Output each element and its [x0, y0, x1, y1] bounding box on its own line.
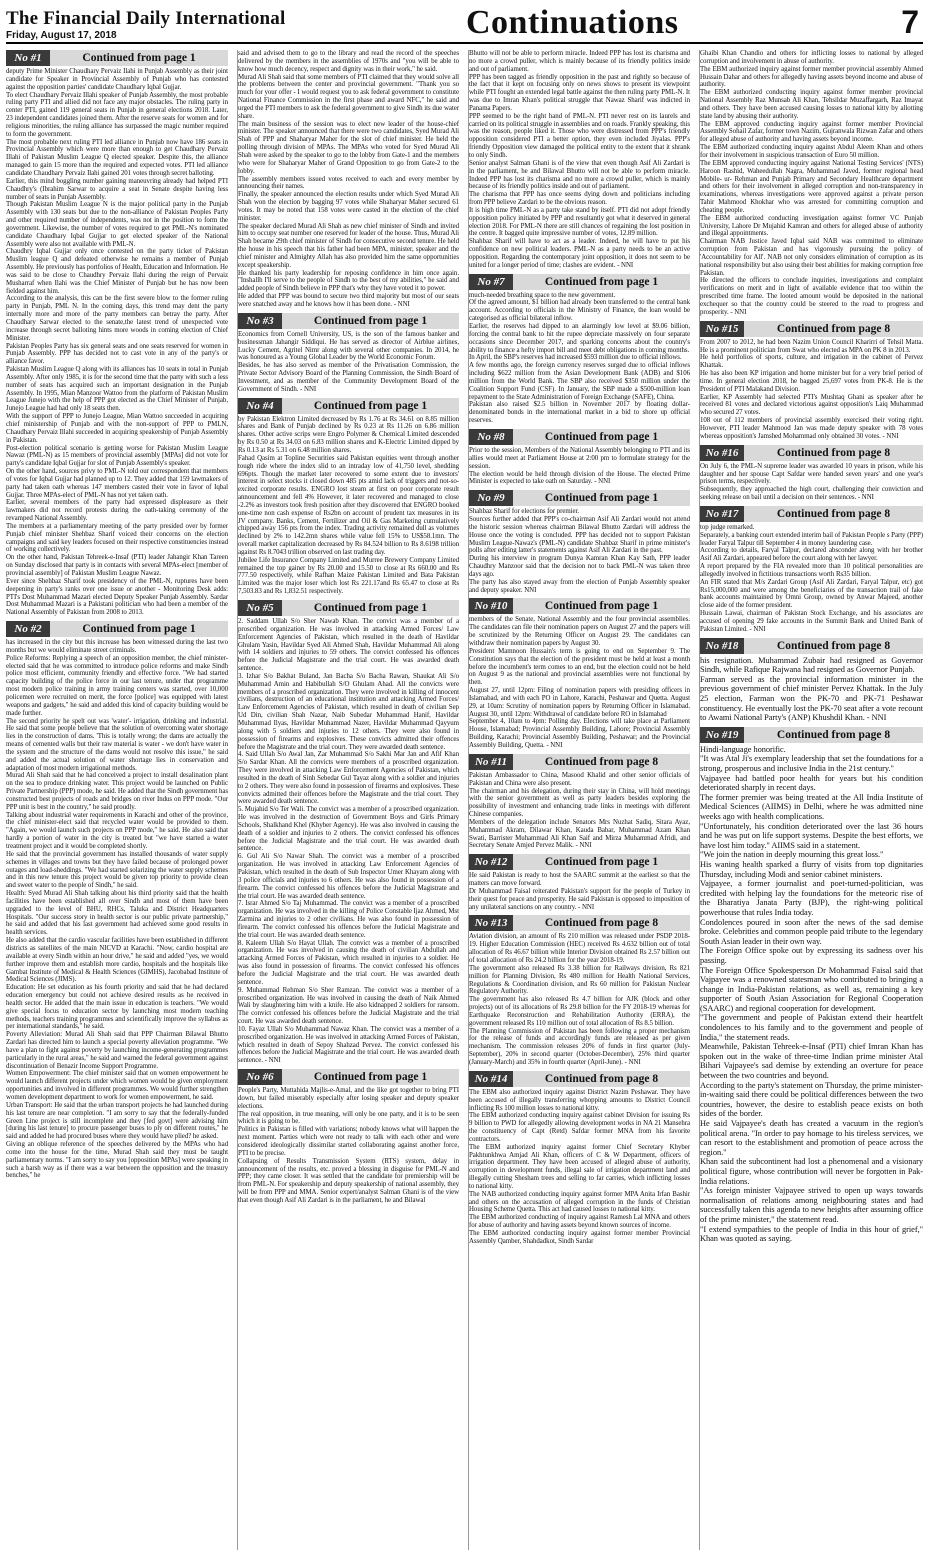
continued-from-label: Continued from page 8: [544, 917, 659, 930]
continued-from-label: Continued from page 8: [776, 639, 891, 652]
continued-from-label: Continued from page 1: [544, 275, 659, 288]
story-number: No #13: [469, 915, 513, 931]
continuation-header: [469, 1071, 690, 1087]
continuation-header: [700, 445, 923, 461]
story-number: No #17: [700, 506, 744, 522]
continuation-block: [469, 490, 690, 594]
continued-from-label: Continued from page 8: [544, 1072, 659, 1085]
continuation-header: [6, 621, 228, 637]
story-number: No #14: [469, 1071, 513, 1087]
continuation-header: [469, 490, 690, 506]
story-number: No #16: [700, 445, 744, 461]
page-number: 7: [901, 4, 919, 40]
continuation-block: [700, 50, 923, 317]
story-text: members of the Senate, National Assembly and the four provincial assemblies. The candidates can file their nomination papers on August 27 and the papers will be scrutinized by the Returning Officer on August 29. The candidates can withdraw their nomination papers by August 30. President Mamnoon Hussain's term is going to end on September 9. The Constitution says that the election of the president must be held at least a month before the incumbent's term comes to an end, but the election could not be held on August 9 as the national and provincial assemblies were not functional by then. August 27, until 12pm: Filing of nomination papers with presiding officers in Islamabad, and with each PO in Lahore, Karachi, Peshawar and Quetta. August 29, at 10am: Scrutiny of nomination papers by Returning Officer in Islamabad. August 30, until 12pm: Withdrawal of candidate before RO in Islamabad September 4, 10am to 4pm: Polling day. Elections will take place at Parliament House, Islamabad; Provincial Assembly Building, Lahore; Provincial Assembly Building, Karachi; Provincial Assembly Building, Peshawar; and the Provincial Assembly Building, Quetta. - NNI: [469, 616, 690, 749]
story-number: No #10: [469, 598, 513, 614]
story-number: No #6: [238, 1069, 282, 1085]
story-number: No #5: [238, 600, 282, 616]
continuation-header: [469, 915, 690, 931]
continuation-header: [469, 754, 690, 770]
story-text: From 2007 to 2012, he had been Nazim Union Council Kharirri of Tehsil Matta. He is a prominent politician from Swat who elected as MPA on PK 8 in 2013. He held portfolios of sports, culture, and irrigation in the cabinet of Pervez Khattak. He has also been KP irrigation and home minister but for a very brief period of time. In general election 2018, he bagged 25,697 votes from PK-8. He is the President of PTI Malakand Division. Earlier, KP Assembly had selected PTI's Mushtaq Ghani as speaker after he received 81 votes and declared victorious against opposition's Laiq Muhammad who secured 27 votes. 108 out of 112 members of provincial assembly exercised their voting right. However, PTI leader Mahmood Jan was made deputy speaker with 78 votes whereas opposition's Jamshed Mohammad only obtained 30 votes. - NNI: [700, 338, 923, 440]
continued-from-label: Continued from page 8: [544, 755, 659, 768]
continuation-header: [469, 598, 690, 614]
continuation-block: [469, 50, 690, 270]
continued-from-label: Continued from page 1: [544, 600, 659, 613]
continuation-block: [469, 429, 690, 486]
continuation-header: [700, 321, 923, 337]
continuation-header: [238, 600, 459, 616]
continued-from-label: Continued from page 1: [313, 602, 428, 614]
continuation-block: [238, 1069, 459, 1205]
story-text: has increased in the city but this increase has been witnessed during the last two months but we would eliminate street criminals. Police Reforms: Replying a speech of an opposition member, the chief minister-elected said that he was committed to introduce police reforms and make Sindh police most efficient, community friendly and effective force. "We had started capacity building of the police force in our last tenure, under that programme most modern police training in army training centers was started, over 10,000 policemen were recruited on merit, the force [police] was equipped with latest weapons and gadgets," he said and added this kind of capacity building would be made further. The second priority he spelt out was 'water'- irrigation, drinking and industrial. He said that some people believe that the solution of overcoming water shortage lies in the construction of dams. 'This is totally wrong; the dams are actually the means of cemented walls but their raw material is water - we don't have water in the system and the structure of the dams would not resolve this issue," he said and added the actual solution of water shortage lies in conservation and adaptation of most modern irrigational methods. Murad Ali Shah said that he had conceived a project to install desalination plant on the sea to produce drinking water. This project would be launched on Public Private Partnership (PPP) mode, he said. He added that the Sindh government has constructed best projects of roads and bridges on river Indus on PPP mode. "Our PPP unit is best in the country," he said proudly. Talking about industrial water requirements in Karachi and other of the province, the chief minister-elect said that recycled water would be provided to them. "Again, we would launch such projects on PPP mode," he said. He also said that hardly a portion of water in the city is treated but "we have started a water treatment project and it would be completed shortly. He said that the provincial government has installed thousands of water supply schemes in villages and towns but they have failed because of prolonged power outages and load-sheddings. "We had started solarizing the water supply schemes and in this new tenure this project would be given top priority to provide clean and sweet water to the people of Sindh," he said. Health: Syed Murad Ali Shah talking about his third priority said that the health facilities have been established all over Sindh and most of them have been upgraded to the level of BHU, RHCs, Taluka and District Headquarters Hospitals. "Our success story in health sector is our public private partnership," he said and added that his last government had achieved some good results in health services. He also added that the cardio vascular facilities have been established in different districts as satellites of the main NICVD at Karachi. "Now, cardio hospital are available at every Sindh within an hour drive," he said and added "yes, we would further improve them and establish more cardio, hospitals and the hospitals like Gambat Institute of Medical & Health Sciences (GIMHS), Jacobabad Institute of Medical Sciences (JIMS). Education: He set education as his fourth priority and said that he had declared education emergency but could not achieve desired results as he received in health sector. He added that the main issue in education is teachers. "We would give special focus to education sector by launching most modern teaching methods, teachers training programmes and scientifically improve the syllabus as per international standards," he said. Poverty Alleviation: Murad Ali Shah said that PPP Chairman Bilawal Bhutto Zardari has directed him to launch a special poverty alleviation programme. "We have a plan to fight against poverty by launching income-generating programmes particularly in the rural areas," he said and warned the federal government against discontinuation of Benazir Income Support Programme. Women Empowerment: The chief minister said that on women empowerment he would launch different projects under which women would be given employment opportunities and involved in different programmes. We would further strengthen women development department to work for women empowerment, he said. Urban Transport: He said that the urban transport projects he had launched during his last tenure are near completion. "I am sorry to say that the federally-funded Green Line project is still incomplete and they [fed govt] were advising him [during his last tenure] to procure passenger buses to ply on different routes," he said and added he had procured buses where they would have plied? he asked. Giving an oblique reference of the speeches delivered by the MPAs who had come into the house for the time, Murad Shah said they must be taught parliamentary norms. "I am sorry to say you [opposition MPAs] were speaking in such a harsh way as if there was a war between the opposition and the treasury benches," he: [6, 639, 228, 1180]
continuation-header: [469, 854, 690, 870]
story-text: Prior to the session, Members of the National Assembly belonging to PTI and its allies would meet at Parliament House at 2:00 pm to formulate strategy for the session. The election would be held through division of the House. The elected Prime Minister is expected to take oath on Saturday. - NNI: [469, 446, 690, 486]
continuation-block: [238, 313, 459, 394]
continued-from-label: Continued from page 1: [544, 492, 659, 505]
continuation-block: [469, 1071, 690, 1246]
continuation-header: [469, 429, 690, 445]
story-text: Aviation division, an amount of Rs 210 million was released under PSDP 2018-19. Higher Education Commission (HEC) received Rs 4.632 billion out of total allocation of Rs 46.67 billion while Interior Division obtained Rs 2.57 billion out of total allocation of Rs 24.2 billion for the year 2018-19. The government also released Rs 3.38 billion for Railways division, Rs 821 million for Planning Division, Rs 480 million for Health National Services, Regulations & Coordination division, and Rs 60 million for Pakistan Nuclear Regulatory Authority. The government has also released Rs 4.7 billion for AJK (block and other projects) out of its allocations of Rs 29.8 billion for the FY 2018-19 whereas for Earthquake Reconstruction and Rehabilitation Authority (ERRA), the government released Rs 110 million out of total allocation of Rs 8.5 billion. The Planning Commission of Pakistan has been following a proper mechanism for the release of funds and accordingly funds are released as per given mechanism. The commission releases 20% of funds in first quarter (July-September), 20% in second quarter (October-December), 25% third quarter (January-March) and 35% in fourth quarter (April-June). - NNI: [469, 933, 690, 1066]
story-number: No #19: [700, 727, 744, 743]
continuation-header: [238, 1069, 459, 1085]
column-2: [237, 50, 459, 1550]
continued-from-label: Continued from page 1: [313, 1071, 428, 1084]
story-number: No #18: [700, 638, 744, 654]
story-text: Shahbaz Sharif for elections for premier. Sources further added that PPP's co-chairman Asif Ali Zardari would not attend the historic session whereas chairman Bilawal Bhutto Zardari will address the House once the voting is concluded. PPP has decided not to support Pakistan Muslim League-Nawaz's (PML-N) candidate Shahbaz Sharif in prime minister's polls after editing latter's statements against Asif Ali Zardari in the past. During his interview in program Dunya Kamran Khan Kay Sath, PPP leader Chaudhry Manzoor said that the decision not to back PML-N was taken three days ago. The party has also stayed away from the election of Punjab Assembly speaker and deputy speaker. NNI: [469, 508, 690, 594]
column-3: [468, 50, 690, 1550]
story-text: He said Pakistan is ready to host the SAARC summit at the earliest so that the matters can move forward. Dr Muhammad Faisal reiterated Pakistan's support for the people of Turkey in their quest for peace and prosperity. He said Pakistan is opposed to imposition of any unilateral sanctions on any country. - NNI: [469, 872, 690, 911]
continuation-block: [700, 321, 923, 441]
continuation-block: [238, 398, 459, 596]
story-text: Hindi-language honorific. "It was Atal Ji's exemplary leadership that set the foundations for a strong, prosperous and inclusive India in the 21st century." Vajpayee had battled poor health for years but his condition deteriorated sharply in recent days. The former premier was being treated at the All India Institute of Medical Sciences (AIIMS) in Delhi, where he was admitted nine weeks ago with health complications. "Unfortunately, his condition deteriorated over the last 36 hours and he was put on life support systems. Despite the best efforts, we have lost him today." AIIMS said in a statement. "We join the nation in deeply mourning this great loss." His waning health sparked a flurry of visits from top dignitaries Thursday, including Modi and senior cabinet ministers. Vajpayee, a former journalist and poet-turned-politician, was credited with helping lay the foundations for the meteoric rise of the Bharatiya Janata Party (BJP), the right-wing political powerhouse that rules India today. Condolences poured in soon after the news of the sad demise broke. Celebrities and common people paid tribute to the legendary South Asian leader in their own way. The Foreign Office spoke out by expressing its sadness over his passing. The Foreign Office Spokesperson Dr Mohammad Faisal said that Vajpayee was a renowned statesman who contributed to bringing a change in India-Pakistan relations, as well as, remaining a key supporter of South Asian Association for Regional Cooperation (SAARC) and regional cooperation for development. "The government and people of Pakistan extend their heartfelt condolences to his family and to the government and people of India," the statement reads. Meanwhile, Pakistan Tehreek-e-Insaf (PTI) chief Imran Khan has spoken out in the wake of three-time Indian prime minister Atal Bihari Vajpayee's sad demise by extending an overture for peace between the two countries and beyond. According to the party's statement on Thursday, the prime minister-in-waiting said there could be political differences between the two countries, however, the desire to establish peace exists on both sides of the border. He said Vajpayee's death has created a vacuum in the region's political arena. "In order to pay homage to his tireless services, we can resort to the establishment and promotion of peace across the region." Khan said the subcontinent had lost a phenomenal and a visionary political figure, whose contribution will never be forgotten in Pak-India relations. "As foreign minister Vajpayee strived to open up ways towards normalisation of relations among neighbouring states and had successfully taken this agenda to new heights after assuming office of the prime minister," the statement read. "I extend sympathies to the people of India in this hour of grief," Khan was quoted as saying.: [700, 744, 923, 1244]
continuation-block: [469, 854, 690, 911]
issue-date: Friday, August 17, 2018: [6, 30, 117, 41]
continuation-block: [700, 638, 923, 723]
continuation-block: [238, 50, 459, 309]
continuation-header: [469, 274, 690, 290]
continued-from-label: Continued from page 1: [313, 314, 428, 327]
story-text: Economics from Cornell University, US, is the son of the famous banker and businessman Jahangir Siddiqui. He has served as director of Airblue airlines, Lucky Cement, Agritel Nimr along with several other companies. In 2014, he was honoured as a Young Global Leader by the World Economic Forum. Besides, he has also served as member of the Privatisation Commission, the Private Sector Advisory Board of the Planning Commission, the Sindh Board of Investment, and as member of the Community Development Board of the Government of Sindh. - NNI: [238, 330, 459, 393]
continuation-block: [6, 50, 228, 617]
story-text: by Pakistan Elektron Limited decreased by Rs 1.76 at Rs 34.61 on 8.85 million shares and Bank of Punjab declined by Rs 0.23 at Rs 11.26 on 6.86 million shares. Other active scrips were Engro Polymer & Chemical Limited descended by Rs 0.50 at Rs 34.03 on 6.83 million shares and K-Electric Limited dipped by Rs 0.13 at Rs 5.31 on 6.48 million shares. Fahad Qasim at Topline Securities said Pakistan equities went through another tough ride where the index slid to an intraday low of 41,750 level, shedding 696pts. Though the market later recovered to some extent due to investors' interest in select stocks it closed down 485 pts amid lack of triggers and not-so-excited corporate results. ENGRO lost steam at first on poor corporate result announcement and fell 4% However, it later recovered and managed to close -2.2% as investors took fresh position after they discovered that ENGRO booked one-time non cash expense of Rs2bn on account of prudent tax measures in its JV company. Banks, Cement, Fertilizer and Oil & Gas Marketing cumulatively chipped away 156 pts from the index. Trading activity remained dull as volumes declined by 2% to 142.2mn shares while value fell 15% to US$58.1mn. The overall market capitalization decreased by Rs 84.524 billion to Rs 8.6198 trillion against Rs 8.7043 trillion observed on last trading day. Jubilee Life Insurance Company Limited and Murree Brewery Company Limited remained the top gainer by Rs 20.00 and 15.50 to close at Rs 660.00 and Rs 777.50 respectively, while Rafhan Maize Pakistan Limited and Bata Pakistan Limited was the major loser which lost Rs 221.17and Rs 65.47 to close at Rs 7,503.83 and Rs 1,832.51 respectively.: [238, 415, 459, 596]
continuation-block: [469, 754, 690, 850]
continuation-block: [700, 506, 923, 634]
story-text: The EBM also authorized inquiry against District Nazim Peshawar. They have been accused of illegally transferring whopping amounts to District Council inflicting Rs 100 million losses to national kitty. The EBM authorized conducting inquiry against cabinet Division for issuing Rs 9 billion to PWD for allegedly allowing development works in NA 21 Mansehra the constituency of Capt (Retd) Safdar former MNA from his favorite contractors. The EBM authorized inquiry against former Chief Secretary Khyber Pakhtunkhwa Amjad Ali Khan, officers of C & W Department, officers of irrigation department. They have been accused of alleged abuse of authority, corruption in development funds, illegal sale of irrigation department land and illegally cutting Shesham trees and selling to far carries, which inflicting losses to national kitty. The NAB authorized conducting inquiry against former MPA Anita Irfan Bashir and others on the accusation of alleged corruption in the funds of Christian Housing Scheme Quetta. This act had caused losses to national kitty. The EBM authorized conducting of inquiry against Ramesh Lal MNA and others for abuse of authority and having assets beyond known sources of income. The EBM authorized conducting inquiry against former member Provincial Assembly Qamber, Shahdadkot, Sindh Sardar: [469, 1088, 690, 1245]
continuation-block: [700, 445, 923, 502]
continuation-block: [469, 915, 690, 1066]
story-text: Pakistan Ambassador to China, Masood Khalid and other senior officials of Pakistan and China were also present. The chairman and his delegation, during their stay in China, will hold meetings with the senior government as well as party leaders besides exploring the possibility of investment and enhancing trade links in meetings with different Chinese companies. Members of the delegation include Senators Mrs Nuzhat Sadiq, Sitara Ayaz, Muhammad Akram, Dilawar Khan, Kauda Babar, Muhammad Azam Khan Swati, Barrister Muhammad Ali Khan Saif and Mirza Muhammad Afridi, and Secretary Senate Amjed Pervez Malik. - NNI: [469, 771, 690, 850]
story-text: much-needed breathing space to the new government. Of the agreed amount, $1 billion had already been transferred to the central bank account. According to officials in the Ministry of Finance, the loan would be categorised as official bilateral inflow. Earlier, the reserves had dipped to an alarmingly low level at $9.06 billion, forcing the central bank to hit the rupee depreciate massively on four separate occasions since December 2017, and sparking concerns about the country's ability to finance a hefty import bill and meet debt obligations in coming months. In April, the SBP's reserves had increased $593 million due to official inflows. A few months ago, the foreign currency reserves surged due to official inflows including $622 million from the Asian Development Bank (ADB) and $106 million from the World Bank. The SBP also received $350 million under the Coalition Support Fund (CSF). In January, the SBP made a $500-million loan repayment to the State Administration of Foreign Exchange (SAFE), China. Pakistan also raised $2.5 billion in November 2017 by floating dollar-denominated bonds in the international market in a bid to shore up official reserves.: [469, 291, 690, 425]
masthead: [6, 4, 923, 44]
story-text: top judge remarked. Separately, a banking court extended interim bail of Pakistan People s Party (PPP) leader Faryal Talpur till September 4 in money laundering case. According to details, Faryal Talpur, declared absconder along with her brother Asif Ali Zardari, appeared before the court along with her lawyer. A report prepared by the FIA revealed more than 10 political personalities are allegedly involved in fictitious transactions worth Rs35 billion. An FIR stated that M/s Zardari Group (Asif Ali Zardari, Faryal Talpur, etc) got Rs15,000,000 and were among the beneficiaries of the transaction trail of fake bank accounts maintained by Omni Group, owned by Anwar Majeed, another close aide of the former president. Hussain Lawai, chairman of Pakistan Stock Exchange, and his associates are accused of opening 29 fake accounts in the Summit Bank and United Bank of Pakistan Limited. - NNI: [700, 523, 923, 633]
column-4: [699, 50, 923, 1550]
story-number: No #2: [6, 621, 50, 637]
continuation-header: [700, 727, 923, 743]
story-number: No #15: [700, 321, 744, 337]
continuation-block: [700, 727, 923, 1244]
column-1: [6, 50, 228, 1550]
story-number: No #1: [6, 50, 50, 66]
continued-from-label: Continued from page 1: [82, 52, 196, 64]
story-text: Bhutto will not be able to perform miracle. Indeed PPP has lost its charisma and no more a crowd puller, which is mainly because of its friendly politics inside and out of parliament. PPP has been tagged as friendly opposition in the past and rightly so because of the fact that it kept on focusing only on news shows to present its viewpoint while PTI fought an extended legal battle against the then ruling party PML-N. It was due to Imran Khan's political struggle that Nawaz Sharif was indicted in Panama Papers. PPP seemed to be the right hand of PML-N. PTI never rest on its laurels and carried on its political struggle in assemblies and on roads. Frankly speaking, this was the reason, people liked it. Those who were distressed from PPP's friendly opposition considered PTI a better option, they even included Jiyalas. PPP's friendly Opposition view damaged the political entity to the extent that it shrank to only Sindh. Senior analyst Salman Ghani is of the view that even though Asif Ali Zardari is in the parliament, he and Bilawal Bhutto will not be able to perform miracle. Indeed PPP has lost its charisma and no more a crowd puller, which is mainly because of its friendly politics inside and out of parliament. The charisma that PPP has once seems dying down and politicians including from PPP believe Zardari to be the obvious reason. It is high time PML-N as a party take stand by itself. PTI did not adopt friendly opposition policy initiated by PPP and resultantly got what it deserved in general election 2018. For PML-N there are still chances of regaining the lost position in the centre. It bagged quite impressive number of votes, 12.89 million. Shahbaz Sharif will have to act as a leader. Indeed, he will have to put his confidence on new political leaders. PML-N as a party needs to be an active opposition. Regarding the contemporary joint opposition, it does not seem to be united for a longer period of time; clashes are evident. - NNI: [469, 50, 690, 269]
continued-from-label: Continued from page 1: [544, 430, 659, 443]
newspaper-title: The Financial Daily International: [6, 8, 286, 29]
continuation-header: [700, 506, 923, 522]
story-text: his resignation. Muhammad Zubair had resigned as Governor Sindh, while Rafique Rajwana had resigned as Governor Punjab. Farman served as the provincial information minister in the previous government of chief minister Pervez Khattak. In the July 25 election, Farman won the PK-70 and PK-71 Peshawar constituency. He eventually lost the PK-70 seat after a vote recount to Awami National Party's (ANP) Khushdil Khan. - NNI: [700, 655, 923, 723]
continued-from-label: Continued from page 1: [82, 623, 196, 636]
story-number: No #12: [469, 854, 513, 870]
story-text: Ghaibi Khan Chandio and others for inflicting losses to national by alleged corruption and involvement in abuse of authority. The EBM authorized inquiry against former member provincial assembly Ahmed Hussain Dahar and others for allegedly having assets beyond income and abuse of authority. The EBM authorized conducting inquiry against former member provincial National Assembly Raz Munsab Ali Khan, Tehsildar Muzaffargarh, Raz Imayat and others. They have been accused causing losses to national kitty by allotting state land by abusing their authority. The EBM approved conducting inquiry against former member Provincial Assembly Sohail Zafar, former town Nazim, Gujranwala Rizwan Zafar and others for alleged abuse of authority and having assets beyond income. The EBM authorized conducting inquiry against Abdul Aleem Khan and others for their involvement in suspicious transaction of Euro 50 million. The EBM approved conducting inquiry against National Testing Services' (NTS) Haroon Rashid, Waheedullah Nagra, Muhammad Javed, former regional head Mobile- ur- Rehman and Punjab Primary and Secondary Healthcare department and others for their involvement in alleged corruption and non-transparency in examinations, whereas investigations were approved against a private person Tahir Mahmood Khokhar who was arrested for committing corruption and cheating people. The EBM authorized conducting investigation against former VC Punjab University, Lahore Dr Mujahid Kamran and others for alleged abuse of authority and illegal appointments. Chairman NAB Justice Javed Iqbal said NAB was committed to eliminate corruption from Pakistan and has vigorously pursuing the policy of 'Accountability for All'. NAB not only considers elimination of corruption as its national responsibility but also using their best abilities for making corruption free Pakistan. He directed the officers to conclude inquiries, investigations and complaint verifications on merit and in light of available evidence that too within the prescribed time frame. The looted amount would be deposited in the national exchequer so that the country could be steered to the road to progress and prosperity. - NNI: [700, 50, 923, 316]
continued-from-label: Continued from page 8: [776, 446, 891, 459]
continuation-header: [238, 313, 459, 329]
continued-from-label: Continued from page 1: [544, 856, 659, 869]
continuation-header: [6, 50, 228, 66]
section-title: Continuations: [466, 4, 679, 41]
story-text: 2. Saddam Ullah S/o Sher Nawab Khan. The convict was a member of a proscribed organization. He was involved in attacking Armed Forces/ Law Enforcement Agencies of Pakistan, which resulted in the death of Havildar Ghulam Yasin, Havildar Syed Ali Ahmed Shah, Havildar Muhammad Ali along with 14 soldiers and injuries to 59 others. The convict confessed his offences before the Judicial Magistrate and the trial court. He was awarded death sentence. 3. Izhar S/o Bakhat Buland, Jan Bacha S/o Bacha Rawan, Shaukat Ali S/o Muhammad Amin and Habibullah S/O Ghulam Ahad. All the convicts were members of a proscribed organization. They were involved in killing of innocent civilians, destruction of an educational institution and attacking Armed Forces/ Law Enforcement Agencies of Pakistan, which resulted in death of civilian Sep Ud Din, civilian Shah Nazar, Naib Subedar Muhammad Hanif, Havildar Muhammad Ilyas, Havildar Muhammad Nazer, Havildar Muhammad Qayyum along with 5 soldiers and injuries to 12 others. They were also found in possession of firearms and explosives. These convicts admitted their offences before the Magistrate and the trial court. They were awarded death sentence. 4. Said Ullah S/o Awal Jan, Zar Muhammad S/o Sakhi Mar Jan and Afif Khan S/o Sardar Khan. All the convicts were members of a proscribed organization. They were involved in attacking Law Enforcement Agencies of Pakistan, which resulted in the death of Sinh Sebedar Gul Tayaz along with a soldier and injuries to 2 others. They were also found in possession of firearms and explosives. These convicts admitted their offences before the Magistrate and the trial court. They were awarded death sentence. 5. Mujahid S/o Ter Wali. The convict was a member of a proscribed organization. He was involved in the destruction of Government Boys and Girls Primary Schools, Shalkhand Khel (Khyber Agency). He was also involved in causing the death of a soldier and injuries to 2 others. The convict confessed his offences before the Judicial Magistrate and the trial court. He was awarded death sentence. 6. Gul Ali S/o Nawar Shah. The convict was a member of a proscribed organization. He was involved in attacking Law Enforcement Agencies of Pakistan, which resulted in the death of Sub Inspector Umer Khayam along with 3 police officials and injuries to 6 others. He was also found in possession of a firearm. The convict confessed his offences before the Judicial Magistrate and the trial court. He was awarded death sentence. 7. Israr Ahmed S/o Taj Muhammad. The convict was a member of a proscribed organization. He was involved in the killing of Police Constable Ijaz Ahmed, Mst Zarmina and injuries to 2 other civilians. He was also found in possession of firearm. The convict confessed his offences before the Judicial Magistrate and the trial court. He was awarded death sentence. 8. Kaleem Ullah S/o Hayat Ullah. The convict was a member of a proscribed organization. He was involved in causing the death of civilian Abdullah and attacking Armed Forces of Pakistan, which resulted in injuries to a soldier. He was also found in possession of firearms. The convict confessed his offences before the Judicial Magistrate and the trial court. He was awarded death sentence. 9. Muhammad Rehman S/o Sher Ramzan. The convict was a member of a proscribed organization. He was involved in causing the death of Naik Ahmed Wali by slaughtering him with a knife. He also kidnapped 2 soldiers for ransom. The convict confessed his offences before the Judicial Magistrate and the trial court. He was awarded death sentence. 10. Fayaz Ullah S/o Muhammad Nawaz Khan. The convict was a member of a proscribed organization. He was involved in attacking Armed Forces of Pakistan, which resulted in death of Sepoy Shahzad Pervez. The convict confessed his offences before the Judicial Magistrate and the trial court. He was awarded death sentence. - NNI: [238, 618, 459, 1065]
continuation-block: [469, 274, 690, 425]
continued-from-label: Continued from page 1: [313, 399, 428, 412]
story-number: No #8: [469, 429, 513, 445]
story-number: No #4: [238, 398, 282, 414]
story-number: No #7: [469, 274, 513, 290]
story-text: said and advised them to go to the library and read the record of the speeches delivered by the members in the assemblies of 1970s and "you will be able to know how much decency, respect and dignity was in their work," he said. Murad Ali Shah said that some members of PTI claimed that they would solve all the problems between the center and provincial government. "Thank you so much for your offer - I would request you to ask federal government to constitute National Finance Commission in the first phase and award NFC," he said and urged the PTI members to ask the federal government to give Sindh its due water share. The main business of the session was to elect new leader of the house-chief minister. The speaker announced that there were two candidates, Syed Murad Ali Shah of PPP and Shaharyar Maher for the slot of chief minister. He held the polling through division of MPAs. The MPAs who voted for Syed Murad Ali Shah were asked by the speaker to go to the lobby from Gate-1 and the members who were for Shaharyar Maher of Grand Opposition to go from Gate-2 to the lobby. The assembly members issued votes received to each and every member by announcing their names. Finally, the speaker announced the election results under which Syed Murad Ali Shah won the election by bagging 97 votes while Shaharyar Maher secured 61 votes. It may be noted that 158 votes were casted in the election of the chief minister. The speaker declared Murad Ali Shah as new chief minister of Sindh and invited him to occupy seat number one reserved for leader of the house. Thus, Murad Ali Shah became 29th chief minister of Sindh for consecutive second tenure. He held the house in his speech that his father had been MPA, minister, speaker and the chief minister and Almighty Allah has also provided him the same opportunities except speakership. He thanked his party leadership for reposing confidence in him once again. "Inshallh I'll serve to the people of Sindh to the best of my abilities," he said and added people of Sindh believe in PPP that's why they have voted it to power. He added that PPP was bound to secure two third majority but most of our seats were snatched away and he knows how it has been done. - NNI: [238, 50, 459, 308]
story-number: No #11: [469, 754, 513, 770]
continuation-header: [700, 638, 923, 654]
story-number: No #3: [238, 313, 282, 329]
continuation-header: [238, 398, 459, 414]
story-text: deputy Prime Minister Chaudhary Pervaiz Ilahi in Punjab Assembly as their joint candidate for Speaker in Provincial Assembly of Punjab who has contested against the opposition parties' candidate Chaudhary Iqbal Gujjar. To elect Chaudhary Pervaiz Illahi speaker of Punjab Assembly, the most probable ruling party PTI and allied did not face any major obstacles. The ruling party in center PTI, gained 119 general seats in Punjab in general elections 2018. Later, 23 independent candidates joined them. After the reserve seats for women and for religious minorities, the ruling alliance has surpassed the magic number required to form the government. The most probable next ruling PTI led alliance in Punjab now have 186 seats in Provincial Assembly which were more than enough to get Chaudhary Pervaiz Illahi of Pakistan Muslim League Q elected speaker. Despite this, the alliance managed to gain 15 more than the required and expected votes. PTI led alliance candidate Chaudhary Pervaiz Ilahi gained 201 votes through secret balloting. Earlier, this mind boggling number gaining maneuvring already had helped PTI Chaudhry's (Ibrahim Sarwar to acquire a seat in Senate despite having less number of seats in Punjab Assembly. Though Pakistan Muslim League N is the major political party in the Punjab Assembly with 130 seats but due to the non-alliance of Pakistan Peoples Party and other required number of independents, was not in the position to form the government. Likewise, the number of votes required to get PML-N's nominated candidate Chaudhary Iqbal Gujjar to get elected speaker of the National Assembly were also not available with PML-N. Chaudhry Iqbal Gujjar only once contested on the party ticket of Pakistan Muslim league Q and defeated otherwise he remains a member of Punjab Assembly. He previously has portfolios of Health, Education and Information. He was said to be close to Chaudhry Pervaiz Ilahi during the reign of Pervaiz Musharraf when Ilahi was the Chief Minister of Punjab but he has now been fielded against him. According to the analysis, this can be the first severe blow to the former ruling party in Punjab, PML N. In the coming days, this trend may dent the party internally more and more of the party members can betray the party. After Chaudhary Sarwar elected to the senate,the latest trend of unexpected vote increase through secret balloting hints more woods in coming election of Chief Minister. Pakistan Peoples Party has six general seats and one seats reserved for women in Punjab Assembly. PPP has decided not to cast vote in any of the party's or alliance favor. Pakistan Muslim League Q along with its alliances has 10 seats in total in Punjab Assembly. After only 1985, it is for the second time that the party with such a less number of seats has acquired such an important designation in the Punjab Assembly. In 1995, Mian Manzoor Wattoo from the platform of Pakistan Muslim League Junejo with the help of PPP got elected as the Chief Minister of Punjab, Junejo League had had only 18 seats then. With the support of PPP to Junejo League, Mian Wattoo succeeded in acquiring chief ministership of Punjab and with the non-support of PPP to PMLN, Chaudhary Pervaiz Illahi succeeded in acquiring speakership of Punjab Assembly in Pakistan. Post-election political scenario is getting worse for Pakistan Muslim League Nawaz (PML-N) as 15 members of provincial assembly [MPAs] did not vote for party's candidate Iqbal Gujjar for slot of Punjab Assembly's speaker. On the other hand, sources privy to PML-N told our correspondent that members of votes for Iqbal Gujjar had planned up to 12. They added that 159 lawmakers of party had taken oath whereas 147 members casted their vote in favor of Iqbal Gujjar. Three MPAs-elect of PML-N has not yet taken oath. Earlier, several members of the party had expressed displeasure as their lawmakers did not record protests during the oath-taking ceremony of the revamped National Assembly. The members at a parliamentary meeting of the party presided over by former Punjab chief minister Shehbaz Sharif voiced their concerns on the election campaigns and said key leaders focused on their respective constituencies instead of working collectively. On the other hand, Pakistan Tehreek-e-Insaf (PTI) leader Jahangir Khan Tareen on Sunday disclosed that party is in contacts with several MPAs-elect [member of provincial assembly] of Pakistan Muslim League Nawaz. Ever since Shehbaz Sharif took presidency of the PML-N, ruptures have been deepening in party's ranks over one issue or another - Monitoring Desk adds: PTI's Dost Muhammad Mazari elected Deputy Speaker Punjab Assembly. Sardar Dost Muhammad Mazari is a Pakistani politician who had been a member of the National Assembly of Pakistan from 2008 to 2013.: [6, 68, 228, 617]
story-text: People's Party, Muttahida Majlis-e-Amal, and the like got together to bring PTI down, but failed miserably especially after losing speaker and deputy speaker elections. The real opposition, in true meaning, will only be one party, and it is to be seen which it is going to be. Politics in Pakistan is filled with variations; nobody knows what will happen the next moment. Parties which were not ready to talk with each other and were considered ideologically dissimilar started collaborating against another force, PTI to be precise. Collapsing of Results Transmission System (RTS) system, delay in announcement of the results, etc. proved a blessing in disguise for PML-N and PPP; they came closer. It was settled that the candidate for premiership will be from PML-N. For speakership and deputy speakership of national assembly, they will be from PPP and MMA. Senior expert/analyst Salman Ghani is of the view that even though Asif Ali Zardari is in the parliament, he and Bilawal: [238, 1087, 459, 1204]
continuation-block: [469, 598, 690, 749]
story-text: On July 6, the PML-N supreme leader was awarded 10 years in prison, while his daughter and her spouse Capt Safdar were handed seven years' and one year's prison terms, respectively. Subsequently, they approached the high court, challenging their conviction and seeking release on bail until a decision on their sentences. - NNI: [700, 462, 923, 502]
story-number: No #9: [469, 490, 513, 506]
continued-from-label: Continued from page 8: [776, 728, 891, 741]
article-columns: [6, 50, 923, 1550]
continuation-block: [238, 600, 459, 1065]
continuation-block: [6, 621, 228, 1180]
continued-from-label: Continued from page 8: [776, 507, 891, 520]
continued-from-label: Continued from page 8: [776, 322, 891, 335]
